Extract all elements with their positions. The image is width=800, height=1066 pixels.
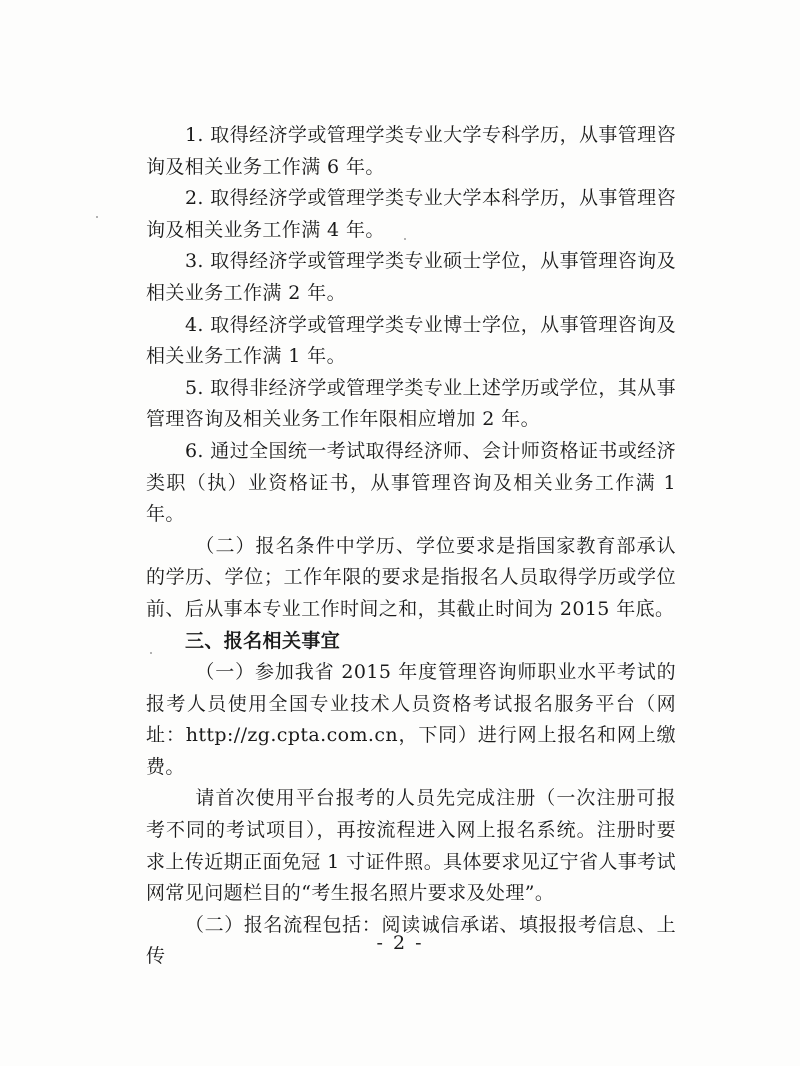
- paragraph-registration-process: （二）报名流程包括：阅读诚信承诺、填报报考信息、上传: [146, 913, 676, 968]
- paragraph-item-6: 6. 通过全国统一考试取得经济师、会计师资格证书或经济类职（执）业资格证书，从事管理咨询及相关业务工作满 1 年。: [146, 439, 676, 526]
- paragraph-requirements-note: （二）报名条件中学历、学位要求是指国家教育部承认的学历、学位；工作年限的要求是指报名人员取得学历或学位前、后从事本专业工作时间之和，其截止时间为 2015 年底。: [146, 534, 676, 620]
- paragraph-item-2: 2. 取得经济学或管理学类专业大学本科学历，从事管理咨询及相关业务工作满 4 年。: [146, 187, 676, 241]
- scan-speck: [96, 216, 98, 218]
- paragraph-item-1: 1. 取得经济学或管理学类专业大学专科学历，从事管理咨询及相关业务工作满 6 年。: [146, 124, 676, 178]
- section-heading: 三、报名相关事宜: [184, 629, 341, 652]
- page-number: - 2 -: [376, 932, 424, 954]
- paragraph-item-4: 4. 取得经济学或管理学类专业博士学位，从事管理咨询及相关业务工作满 1 年。: [146, 313, 676, 368]
- paragraph-item-3: 3. 取得经济学或管理学类专业硕士学位，从事管理咨询及相关业务工作满 2 年。: [146, 250, 676, 304]
- paragraph-item-5: 5. 取得非经济学或管理学类专业上述学历或学位，其从事管理咨询及相关业务工作年限相应增加 2 年。: [146, 376, 676, 431]
- document-body: [146, 120, 676, 973]
- paragraph-registration-instructions: 请首次使用平台报考的人员先完成注册（一次注册可报考不同的考试项目），再按流程进入网上报名系统。注册时要求上传近期正面免冠 1 寸证件照。具体要求见辽宁省人事考试网常见问题栏目的“考生报名照片要求及处理”。: [146, 787, 676, 905]
- paragraph-registration-platform: （一）参加我省 2015 年度管理咨询师职业水平考试的报考人员使用全国专业技术人员资格考试报名服务平台（网址：http://zg.cpta.com.cn，下同）进行网上报名和网上缴费。: [146, 661, 676, 778]
